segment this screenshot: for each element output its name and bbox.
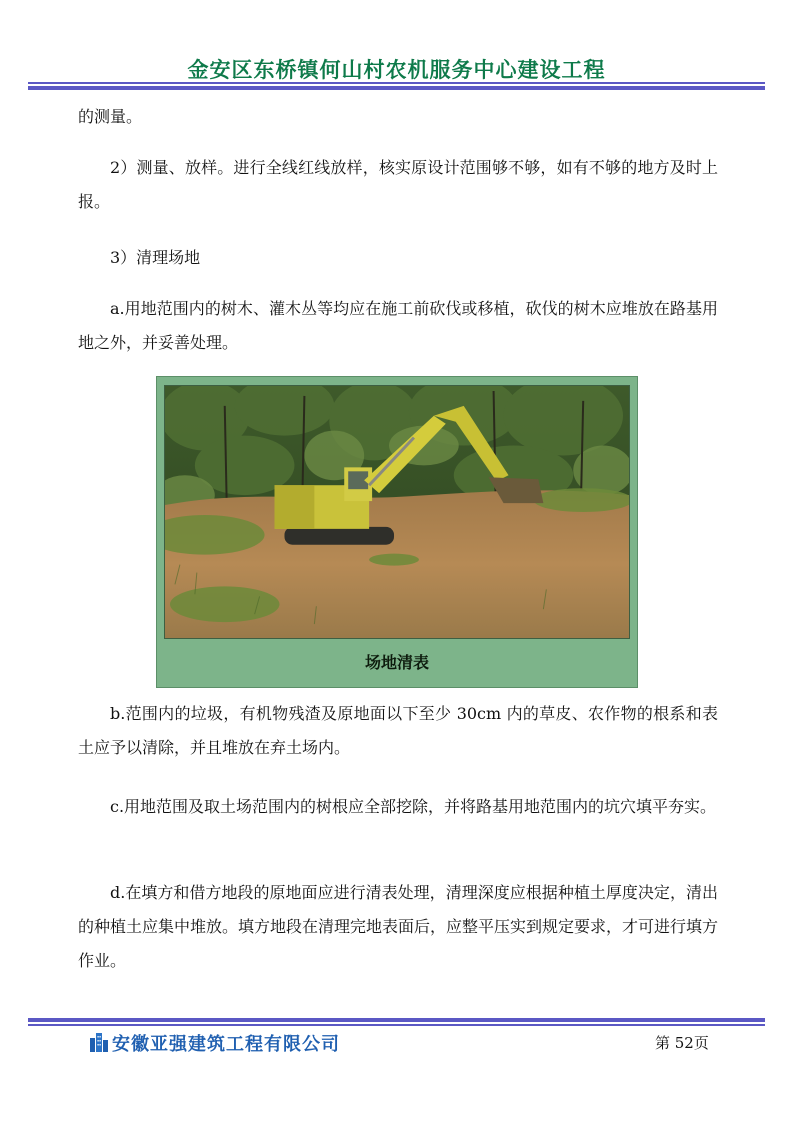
figure-caption: 场地清表 xyxy=(364,653,429,672)
footer-rule-thick xyxy=(28,1018,765,1022)
figure-site-clearing xyxy=(156,376,638,688)
header-title: 金安区东桥镇何山村农机服务中心建设工程 xyxy=(187,57,606,82)
page-number: 第 52页 xyxy=(655,1034,709,1052)
header-rule-thin xyxy=(28,82,765,84)
paragraph-item-a: a.用地范围内的树木、灌木丛等均应在施工前砍伐或移植，砍伐的树木应堆放在路基用地之外，并妥善处理。 xyxy=(78,299,718,352)
building-icon xyxy=(88,1030,110,1052)
footer-rule-thin xyxy=(28,1024,765,1026)
footer-company-name: 安徽亚强建筑工程有限公司 xyxy=(112,1034,340,1055)
paragraph-continuation: 的测量。 xyxy=(78,107,143,126)
paragraph-item-c: c.用地范围及取土场范围内的树根应全部挖除，并将路基用地范围内的坑穴填平夯实。 xyxy=(110,797,717,816)
paragraph-survey: 2）测量、放样。进行全线红线放样，核实原设计范围够不够，如有不够的地方及时上报。 xyxy=(78,158,718,211)
excavator-photo xyxy=(164,385,630,639)
paragraph-item-d: d.在填方和借方地段的原地面应进行清表处理，清理深度应根据种植土厚度决定，清出的种植土应集中堆放。填方地段在清理完地表面后，应整平压实到规定要求，才可进行填方作业。 xyxy=(78,883,719,970)
paragraph-site-clearing-heading: 3）清理场地 xyxy=(110,248,201,267)
paragraph-item-b: b.范围内的垃圾，有机物残渣及原地面以下至少 30cm 内的草皮、农作物的根系和表土应予以清除，并且堆放在弃土场内。 xyxy=(78,704,718,757)
header-rule-thick xyxy=(28,86,765,90)
